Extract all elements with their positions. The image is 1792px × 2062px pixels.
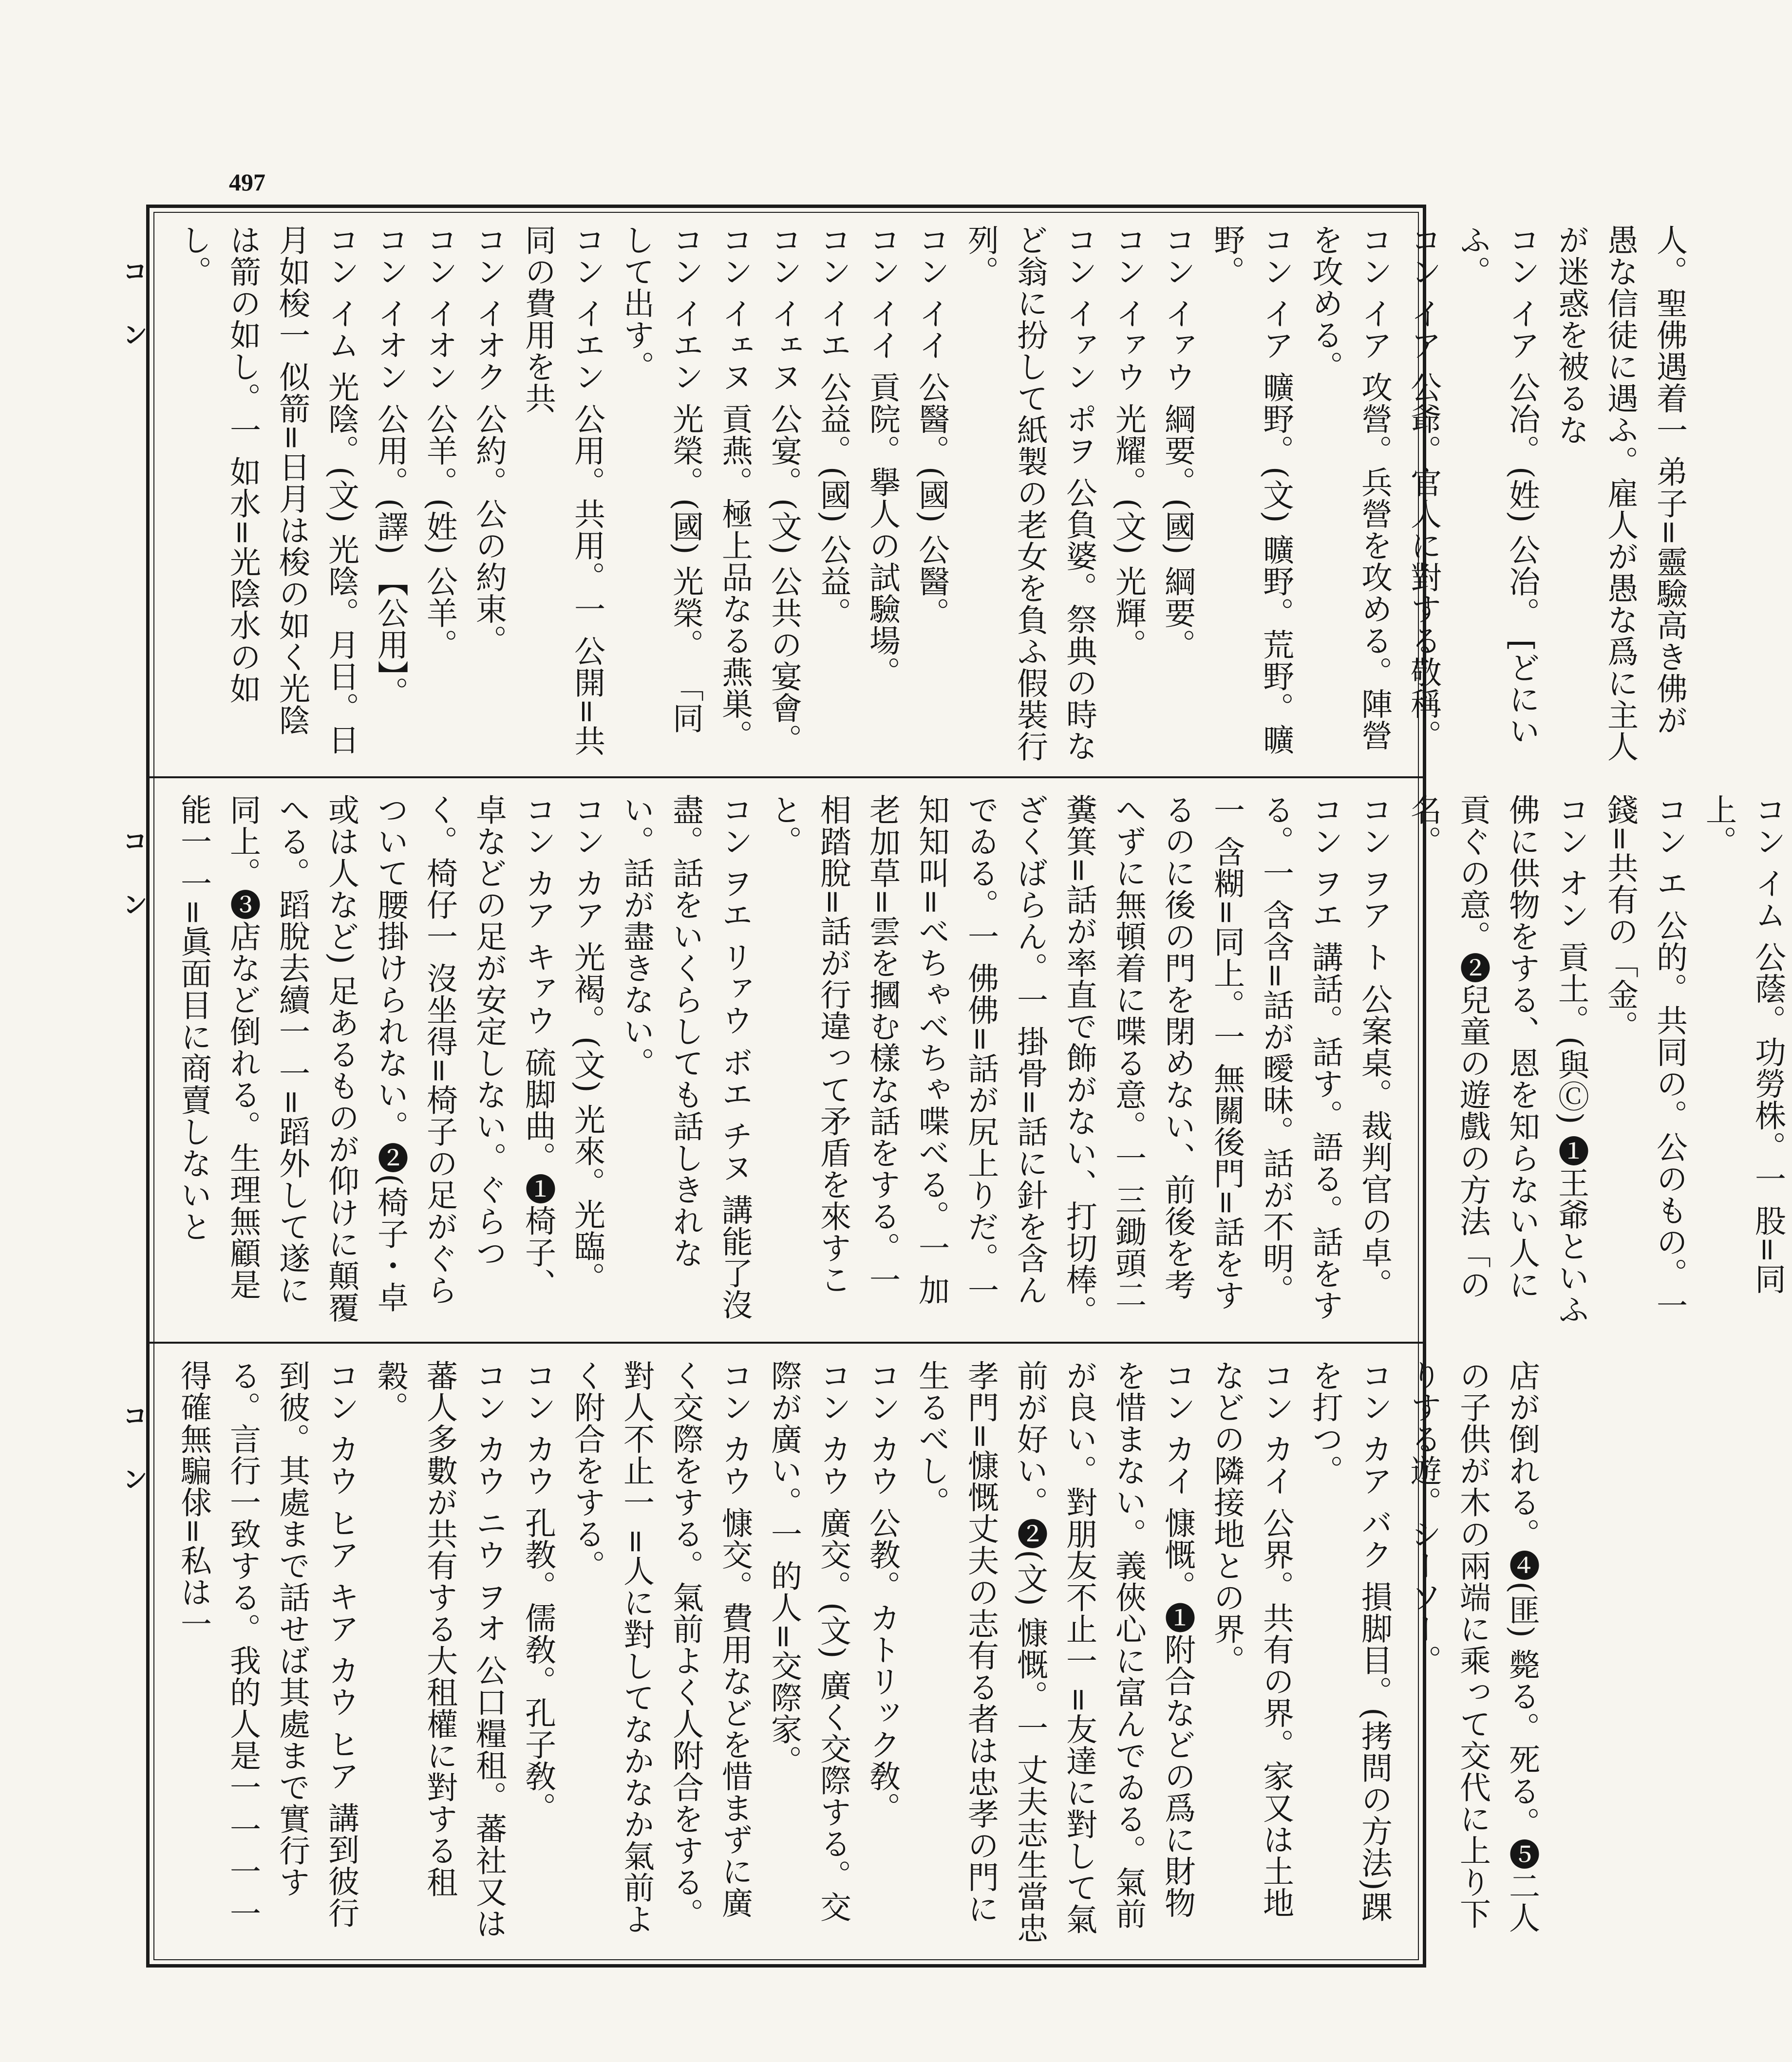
dictionary-entry: コン イア 攻營。兵營を攻める。陣營を攻める。	[1307, 224, 1392, 751]
dictionary-entry: コン カウ 孔教。儒敎。孔子敎。	[520, 1360, 556, 1824]
dictionary-entry: コン イエ 公益。(國) 公益。	[815, 224, 851, 629]
dictionary-entry: コン カア キァウ 硫脚曲。❶椅子、卓などの足が安定しない。ぐらつく。椅仔一 沒坐得=椅子の足がぐらついて腰掛けられない。❷(椅子・卓或は人など) 足あるものが仰けに顛覆へる。蹈脫去續一 一=蹈外して遂に同上。❸店など倒れる。生理無顧是能一 一=眞面目に商賣しないと	[175, 794, 556, 1324]
dictionary-entry: コン カウ 廣交。(文) 廣く交際する。交際が廣い。一 的人=交際家。	[766, 1360, 851, 1923]
dictionary-entry: コン イァウ 光耀。(文) 光輝。	[1110, 224, 1146, 660]
dictionary-entry: コン イェヌ 貢燕。極上品なる燕巣。	[717, 224, 753, 751]
dictionary-entry: コン イオン 公用。(譯) 【公用】。	[372, 224, 408, 708]
dictionary-entry: コン ヲエ 講話。話す。語る。話をする。一 含含=話が曖昧。話が不明。一 含糊=同上。一 無關後門=話をするのに後の門を閉めない、前後を考へずに無頓着に喋る意。一 三鋤頭二糞箕=話が率直で飾がない、打切棒。ざくばらん。一 掛骨=話に針を含んでゐる。一 佛佛=話が尻上りだ。一 知知叫=べちゃべちゃ喋べる。一 加老加草=雲を摑む樣な話をする。一 相踏脫=話が行違って矛盾を來すこと。	[766, 794, 1343, 1327]
dictionary-entry: コン イェヌ 公宴。(文) 公共の宴會。	[766, 224, 802, 755]
dictionary-entry: コン イア 公冶。(姓) 公冶。 [どにいふ。	[1454, 224, 1540, 747]
dictionary-entry: コン イァウ 綱要。(國) 綱要。	[1159, 224, 1195, 660]
dictionary-entry: 店が倒れる。❹(匪) 斃る。死る。❺二人の子供が木の兩端に乘って交代に上り下りする遊。シーソー。	[1405, 1360, 1540, 1934]
dictionary-entry: コン イエン 光榮。(國) 光榮。 「同して出す。	[618, 224, 703, 734]
dictionary-entry: コン イオク 公約。公の約束。	[471, 224, 507, 656]
dictionary-entry: コン イア 公爺。官人に對する敬稱。	[1405, 224, 1441, 751]
dictionary-entry: コン イム 公蔭。功勞株。一 股=同上。	[1700, 794, 1786, 1295]
dictionary-entry: コン オン 貢土。(與Ⓒ) ❶王爺といふ佛に供物をする、恩を知らない人に貢ぐの意。❷兒童の遊戲の方法「の名。	[1405, 794, 1589, 1325]
dictionary-entry: コン イム 光陰。(文) 光陰。月日。日月如梭一 似箭=日月は梭の如く光陰は箭の如し。一 如水=光陰水の如し。	[175, 224, 359, 755]
section-divider	[146, 776, 1426, 778]
dictionary-entry: 人。聖佛遇着一 弟子=靈驗高き佛が愚な信徒に遇ふ。雇人が愚な爲に主人が迷惑を被るな	[1553, 224, 1687, 762]
margin-head-top: コ ン	[118, 258, 147, 362]
entry-columns	[169, 794, 1792, 1331]
dictionary-entry: コン イァン ポヲ 公負婆。祭典の時など翁に扮して紙製の老女を負ふ假裝行列。	[962, 224, 1097, 762]
dictionary-entry: コン カウ ニウ ヲオ 公口糧租。蕃社又は蕃人多數が共有する大租權に對する租穀。	[372, 1360, 507, 1940]
dictionary-entry: コン カウ 公教。カトリック敎。	[864, 1360, 900, 1824]
page-number: 497	[229, 169, 265, 196]
dictionary-entry: コン イイ 公醫。(國) 公醫。	[913, 224, 949, 629]
dictionary-section-top	[151, 209, 1687, 775]
dictionary-entry: コン イア 曠野。(文) 曠野。荒野。曠野。	[1208, 224, 1294, 755]
dictionary-entry: コン カイ 慷慨。❶附合などの爲に財物を惜まない。義俠心に富んでゐる。氣前が良い。對朋友不止一 =友達に對して氣前が好い。❷(文) 慷慨。一 丈夫志生當忠孝門=慷慨丈夫の志有る者は忠孝の門に生るべし。	[913, 1360, 1195, 1944]
dictionary-section-bottom	[151, 1345, 1540, 1960]
dictionary-entry: コン エ 公的。共同の。公のもの。一 錢=共有の「金。	[1602, 794, 1687, 1321]
entry-columns	[169, 1360, 1546, 1950]
dictionary-entry: コン ヲエ リァウ ボエ チヌ 講能了沒盡。話をいくらしても話しきれない。話が盡きない。	[618, 794, 753, 1321]
dictionary-entry: コン ヲア ト 公案桌。裁判官の卓。	[1356, 794, 1392, 1300]
dictionary-entry: コン カウ 慷交。費用などを惜まずに廣く交際をする。氣前よく人附合をする。對人不止一 =人に對してなかなか氣前よく附合をする。	[569, 1360, 753, 1935]
dictionary-entry: コン イエン 公用。共用。一 公開=共同の費用を共	[520, 224, 605, 757]
dictionary-entry: コン イオン 公羊。(姓) 公羊。	[421, 224, 457, 660]
dictionary-entry: コン カア 光褐。(文) 光來。光臨。	[569, 794, 605, 1293]
dictionary-entry: コン イイ 貢院。擧人の試驗場。	[864, 224, 900, 688]
dictionary-entry: コン カウ ヒア キア カウ ヒア 講到彼行到彼。其處まで話せば其處まで實行する。言行一致する。我的人是一 一 一 一得確無騙俅=私は一	[175, 1360, 359, 1930]
margin-head-middle: コ ン	[118, 828, 147, 932]
dictionary-entry: コン カイ 公界。共有の界。家又は土地などの隣接地との界。	[1208, 1360, 1294, 1919]
entry-columns	[169, 224, 1694, 766]
section-divider	[146, 1342, 1426, 1344]
dictionary-section-middle	[151, 779, 1786, 1340]
dictionary-entry: コン カア バク 損脚目。(拷問の方法)踝を打つ。	[1307, 1360, 1392, 1923]
margin-head-bottom: コ ン	[118, 1403, 147, 1506]
